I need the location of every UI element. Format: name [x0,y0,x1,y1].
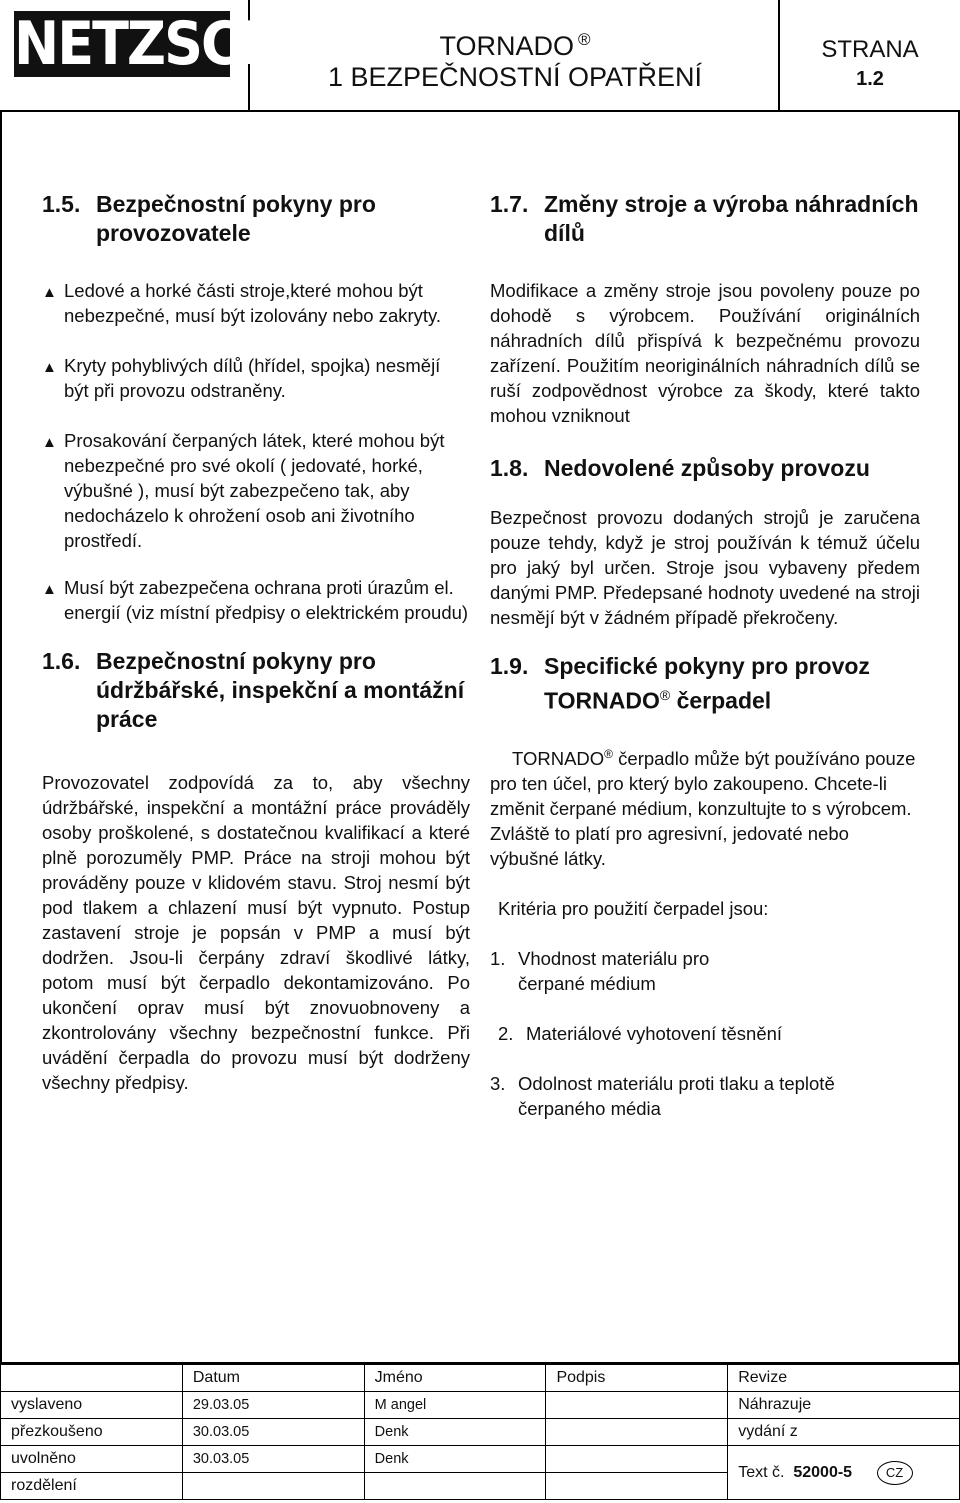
bullet-item: ▲ Kryty pohyblivých dílů (hřídel, spojka) nesmějí být při provozu odstraněny. [42,355,441,401]
section-1-8-heading: 1.8. Nedovolené způsoby provozu [490,455,870,481]
table-row: přezkoušeno 30.03.05 Denk vydání z [1,1419,960,1446]
criteria-item: 2. Materiálové vyhotovení těsnění [498,1022,783,1044]
logo-box [0,0,282,110]
bullet-item: ▲ Musí být zabezpečena ochrana proti úrazům el. energií (viz místní předpisy o elektrickém proudu) [42,577,469,623]
section-1-5-heading: 1.5. Bezpečnostní pokyny pro provozovatele [42,191,376,246]
table-row: vyslaveno 29.03.05 M angel Náhrazuje [1,1392,960,1419]
section-1-7-heading: 1.7. Změny stroje a výroba náhradních dílů [490,191,919,246]
chapter-title: 1 BEZPEČNOSTNÍ OPATŘENÍ [327,62,703,92]
criteria-label: Kritéria pro použití čerpadel jsou: [498,897,769,919]
criteria-item: 1. Vhodnost materiálu pro čerpané médium [490,947,710,994]
triangle-bullet-icon: ▲ [42,284,57,301]
section-1-6-text: Provozovatel zodpovídá za to, aby všechny údržbářské, inspekční a montážní práce prováděly osoby proškolené, s dostatečnou kvalifikací a které plně porozuměly PMP. Práce na stroji mohou být prováděny pouze v klidovém stavu. Stroj nesmí být pod tlakem a chlazení musí být vypnuto. Postup zastavení stroje je popsán v PMP a musí být dodržen. Jsou-li čerpány zdraví škodlivé látky, potom musí být čerpadlo dekontamizováno. Po ukončení oprav musí být znovuobnoveny a zkontrolovány všechny bezpečnostní funkce. Při uvádění čerpadla do provozu musí být dodrženy všechny předpisy. [42,772,470,1093]
table-row: rozdělení [1,1473,960,1500]
netzsch-logo: NETZSCH [14,8,282,79]
page-label: STRANA [821,36,919,63]
triangle-bullet-icon: ▲ [42,581,57,598]
page-header [0,0,960,112]
triangle-bullet-icon: ▲ [42,359,57,376]
section-1-9-text: TORNADO® čerpadlo může být používáno pouze pro ten účel, pro který bylo zakoupeno. Chcete-li změnit čerpané médium, konzultujte to s výrobcem. Zvláště to platí pro agresivní, jedovaté nebo výbušné látky. [490,746,916,869]
section-1-8-text: Bezpečnost provozu dodaných strojů je zaručena pouze tehdy, když je stroj používán k témuž účelu pro jaký byl určen. Stroje jsou vybaveny předem danými PMP. Předepsané hodnoty uvedené na stroji nesmějí být v žádném případě překročeny. [490,507,920,628]
table-row: uvolněno 30.03.05 Denk Text č. 52000-5 CZ [1,1446,960,1473]
criteria-item: 3. Odolnost materiálu proti tlaku a teplotě čerpaného média [490,1072,835,1119]
left-border [0,112,2,1362]
text-number: 52000-5 [793,1463,853,1481]
left-column [42,190,470,1095]
page-box [780,0,960,110]
right-column [490,190,920,1121]
title-box [250,0,780,110]
table-header-row: Datum Jméno Podpis Revize [1,1365,960,1392]
section-1-6-heading: 1.6. Bezpečnostní pokyny pro údržbářské, inspekční a montážní práce [42,648,465,732]
section-1-9-heading: 1.9. Specifické pokyny pro provoz TORNADO® čerpadel [490,653,870,714]
bullet-item: ▲ Prosakování čerpaných látek, které mohou být nebezpečné pro své okolí ( jedovaté, horké, výbušné ), musí být zabezpečeno tak, aby nedocházelo k ohrožení osob ani životního prostředí. [42,430,445,551]
signature-table [0,1362,960,1503]
language-badge: CZ [877,1461,913,1485]
bullet-item: ▲ Ledové a horké části stroje,které mohou být nebezpečné, musí být izolovány nebo zakryty. [42,280,442,326]
page-number: 1.2 [856,68,884,90]
section-1-7-text: Modifikace a změny stroje jsou povoleny pouze po dohodě s výrobcem. Používání originálních náhradních dílů přispívá k bezpečnému provozu zařízení. Použitím neoriginálních náhradních dílů se ruší zodpovědnost výrobce za škody, které takto mohou vzniknout [490,280,920,426]
document-title: TORNADO ® [439,30,591,61]
text-number-cell: Text č. 52000-5 CZ [728,1446,960,1500]
triangle-bullet-icon: ▲ [42,434,57,451]
